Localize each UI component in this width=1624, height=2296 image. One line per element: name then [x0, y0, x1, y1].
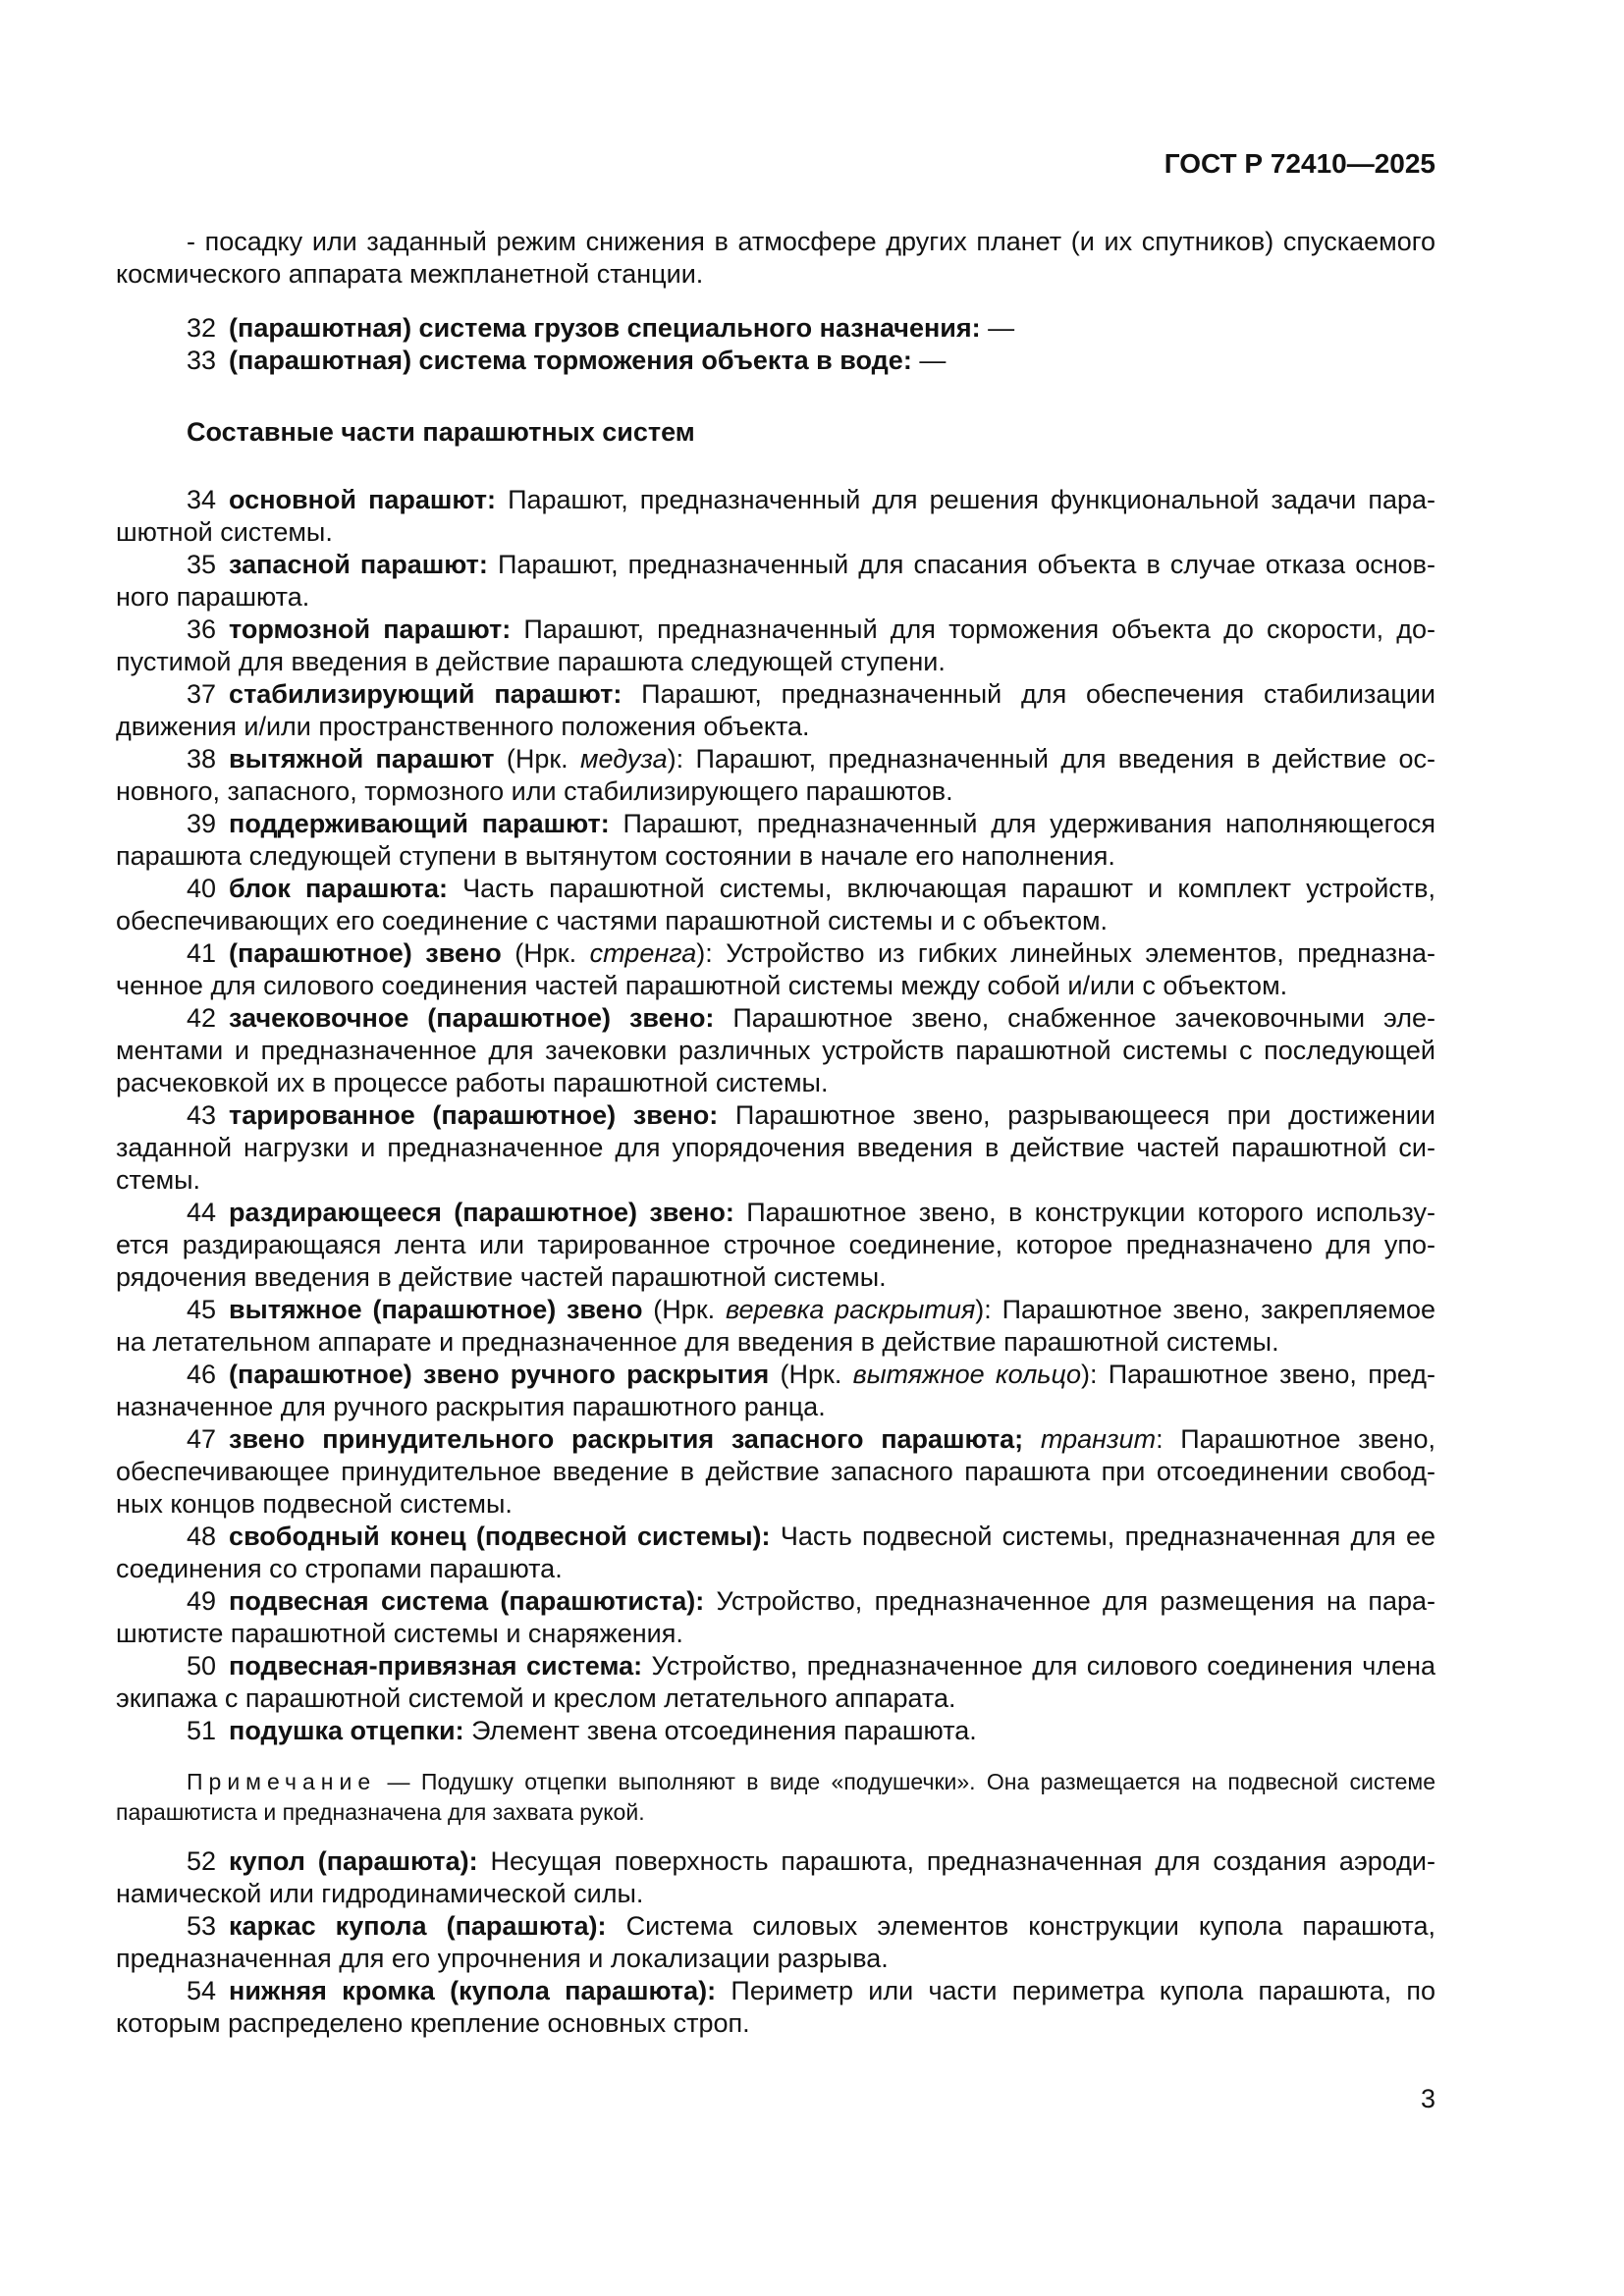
definition-segment: Парашют, предназначенный для спасания объекта в случае отказа основного парашюта. — [116, 550, 1435, 612]
definition-text — [116, 874, 1435, 935]
definition-number: 43 — [187, 1100, 217, 1130]
definition-segment: Парашютное звено, в конструкции которого используется раздирающаяся лента или тарированное строчное соединение, которое предназначено для упорядочения введения в действие частей парашютной системы. — [116, 1198, 1435, 1292]
definition-item — [116, 1521, 1435, 1585]
definition-number: 52 — [187, 1846, 217, 1876]
definition-number: 40 — [187, 874, 217, 903]
definition-number: 39 — [187, 809, 217, 838]
definition-number: 46 — [187, 1360, 217, 1389]
definition-segment: подвесная система (парашютиста): — [229, 1586, 705, 1616]
definition-segment: тарированное (парашютное) звено: — [229, 1100, 719, 1130]
definition-segment: — — [980, 313, 1015, 343]
definition-number: 48 — [187, 1522, 217, 1551]
definition-segment: блок парашюта: — [229, 874, 448, 903]
definition-number: 41 — [187, 938, 217, 968]
definition-text — [229, 1716, 977, 1745]
definition-segment: ): Парашют, предназначенный для введения в действие основного, запасного, тормозного или стабилизирующего парашютов. — [116, 744, 1435, 806]
definition-number: 45 — [187, 1295, 217, 1324]
definition-segment: нижняя кромка (купола парашюта): — [229, 1976, 717, 2005]
definition-segment: стренга — [589, 938, 697, 968]
definition-item — [116, 678, 1435, 743]
definition-segment: (Нрк. — [501, 938, 590, 968]
section-heading: Составные части парашютных систем — [187, 417, 695, 447]
definition-text — [116, 614, 1435, 676]
definition-number: 42 — [187, 1003, 217, 1033]
definition-segment: свободный конец (подвесной системы): — [229, 1522, 771, 1551]
definition-segment: Периметр или части периметра купола парашюта, по которым распределено крепление основных строп. — [116, 1976, 1436, 2038]
definition-segment: ): Парашютное звено, закрепляемое на летательном аппарате и предназначенное для введения в действие парашютной системы. — [116, 1295, 1436, 1357]
definition-segment: транзит — [1040, 1424, 1157, 1454]
definition-segment: Парашютное звено, снабженное зачековочными элементами и предназначенное для зачековки различных устройств парашютной системы с последующей расчековкой их в процессе работы парашютной системы. — [116, 1003, 1436, 1097]
definition-item — [116, 1294, 1435, 1359]
definition-number: 49 — [187, 1586, 217, 1616]
intro-paragraph: - посадку или заданный режим снижения в атмосфере других планет (и их спутников) спускаемого космического аппарата межпланетной станции. — [116, 227, 1435, 289]
definition-text — [116, 1976, 1435, 2038]
definition-number: 50 — [187, 1651, 217, 1681]
definition-text — [116, 744, 1435, 806]
definition-segment — [1023, 1424, 1041, 1454]
note-label: Примечание — [187, 1769, 377, 1794]
definition-item — [116, 1910, 1435, 1975]
definition-segment: медуза — [580, 744, 668, 774]
definition-number: 53 — [187, 1911, 217, 1941]
definition-item — [116, 1975, 1435, 2040]
definition-number: 32 — [187, 313, 217, 343]
definition-segment: Парашютное звено, разрывающееся при достижении заданной нагрузки и предназначенное для упорядочения введения в действие частей парашютной системы. — [116, 1100, 1435, 1195]
definition-segment: ): Парашютное звено, предназначенное для ручного раскрытия парашютного ранца. — [116, 1360, 1436, 1421]
definition-text — [116, 1198, 1435, 1292]
definition-item — [116, 614, 1435, 678]
note-paragraph — [116, 1767, 1435, 1828]
definition-item — [116, 345, 1435, 377]
definition-segment: купол (парашюта): — [229, 1846, 478, 1876]
definition-number: 34 — [187, 485, 217, 514]
definition-segment: (парашютная) система грузов специального назначения: — [229, 313, 981, 343]
definition-text — [116, 485, 1435, 547]
definition-item — [116, 1650, 1435, 1715]
definition-item — [116, 1002, 1435, 1099]
definition-segment: (парашютное) звено ручного раскрытия — [229, 1360, 770, 1389]
terms-32-33-list — [116, 312, 1435, 377]
definition-segment: (Нрк. — [642, 1295, 726, 1324]
standard-designation: ГОСТ Р 72410—2025 — [1164, 148, 1435, 179]
definition-segment: зачековочное (парашютное) звено: — [229, 1003, 715, 1033]
definition-number: 33 — [187, 346, 217, 375]
definition-text — [116, 938, 1435, 1000]
definition-text — [116, 1846, 1435, 1908]
definition-item — [116, 1845, 1435, 1910]
definition-segment: звено принудительного раскрытия запасного парашюта; — [229, 1424, 1024, 1454]
definition-segment: раздирающееся (парашютное) звено: — [229, 1198, 734, 1227]
note-separator: — — [376, 1769, 421, 1794]
definition-segment: ): Устройство из гибких линейных элементов, предназначенное для силового соединения частей парашютной системы между собой и/или с объектом. — [116, 938, 1435, 1000]
definition-number: 47 — [187, 1424, 217, 1454]
definition-segment: Система силовых элементов конструкции купола парашюта, предназначенная для его упрочнения и локализации разрыва. — [116, 1911, 1435, 1973]
definition-item — [116, 1197, 1435, 1294]
definitions-list-part2 — [116, 1845, 1435, 2040]
definition-item — [116, 1585, 1435, 1650]
definition-segment: Парашют, предназначенный для обеспечения стабилизации движения и/или пространственного положения объекта. — [116, 679, 1435, 741]
definition-number: 37 — [187, 679, 217, 709]
definition-segment: (Нрк. — [494, 744, 581, 774]
document-header — [116, 149, 1435, 179]
definition-segment: : Парашютное звено, обеспечивающее принудительное введение в действие запасного парашюта при отсоединении свободных концов подвесной системы. — [116, 1424, 1435, 1519]
definition-text — [116, 1911, 1435, 1973]
definitions-list-part1 — [116, 484, 1435, 1747]
definition-segment: основной парашют: — [229, 485, 497, 514]
definition-segment: вытяжной парашют — [229, 744, 495, 774]
definition-segment: Несущая поверхность парашюта, предназначенная для создания аэродинамической или гидродинамической силы. — [116, 1846, 1435, 1908]
definition-text — [116, 1586, 1435, 1648]
definition-text — [116, 809, 1435, 871]
definition-segment: вытяжное кольцо — [852, 1360, 1081, 1389]
definition-number: 51 — [187, 1716, 217, 1745]
definition-item — [116, 937, 1435, 1002]
definition-segment: Часть подвесной системы, предназначенная для ее соединения со стропами парашюта. — [116, 1522, 1435, 1583]
definition-segment: Парашют, предназначенный для решения функциональной задачи парашютной системы. — [116, 485, 1436, 547]
definition-segment: тормозной парашют: — [229, 614, 512, 644]
page-number: 3 — [1420, 2084, 1435, 2113]
definition-number: 35 — [187, 550, 217, 579]
definition-item — [116, 1423, 1435, 1521]
definition-number: 44 — [187, 1198, 217, 1227]
definition-text — [116, 1651, 1435, 1713]
definition-text — [116, 1360, 1435, 1421]
definition-segment: Парашют, предназначенный для удерживания наполняющегося парашюта следующей ступени в вытянутом состоянии в начале его наполнения. — [116, 809, 1435, 871]
definition-text — [116, 1295, 1435, 1357]
definition-text — [116, 1003, 1435, 1097]
definition-segment: подушка отцепки: — [229, 1716, 464, 1745]
definition-text — [116, 1522, 1435, 1583]
definition-segment: запасной парашют: — [229, 550, 488, 579]
definition-segment: Элемент звена отсоединения парашюта. — [463, 1716, 977, 1745]
definition-segment: Парашют, предназначенный для торможения объекта до скорости, допустимой для введения в действие парашюта следующей ступени. — [116, 614, 1436, 676]
definition-text — [116, 1100, 1435, 1195]
definition-segment: вытяжное (парашютное) звено — [229, 1295, 643, 1324]
definition-text — [229, 313, 1014, 343]
definition-number: 36 — [187, 614, 217, 644]
definition-segment: Устройство, предназначенное для размещения на парашютисте парашютной системы и снаряжения. — [116, 1586, 1435, 1648]
definition-item — [116, 743, 1435, 808]
definition-segment: (парашютное) звено — [229, 938, 502, 968]
definition-segment: каркас купола (парашюта): — [229, 1911, 607, 1941]
definition-text — [116, 1424, 1435, 1519]
definition-segment: — — [911, 346, 947, 375]
definition-item — [116, 1099, 1435, 1197]
definition-item — [116, 312, 1435, 345]
definition-item — [116, 484, 1435, 549]
definition-segment: (парашютная) система торможения объекта в воде: — [229, 346, 912, 375]
definition-item — [116, 873, 1435, 937]
definition-number: 54 — [187, 1976, 217, 2005]
definition-segment: поддерживающий парашют: — [229, 809, 610, 838]
definition-text — [229, 346, 946, 375]
definition-item — [116, 1715, 1435, 1747]
definition-item — [116, 808, 1435, 873]
definition-segment: веревка раскрытия — [725, 1295, 976, 1324]
definition-text — [116, 550, 1435, 612]
definition-segment: стабилизирующий парашют: — [229, 679, 623, 709]
note-text: Подушку отцепки выполняют в виде «подушечки». Она размещается на подвесной системе парашютиста и предназначена для захвата рукой. — [116, 1769, 1436, 1825]
definition-number: 38 — [187, 744, 217, 774]
definition-segment: подвесная-привязная система: — [229, 1651, 643, 1681]
definition-item — [116, 549, 1435, 614]
definition-segment: (Нрк. — [769, 1360, 853, 1389]
definition-segment: Часть парашютной системы, включающая парашют и комплект устройств, обеспечивающих его соединение с частями парашютной системы и с объектом. — [116, 874, 1435, 935]
definition-text — [116, 679, 1435, 741]
definition-item — [116, 1359, 1435, 1423]
definition-segment: Устройство, предназначенное для силового соединения члена экипажа с парашютной системой и креслом летательного аппарата. — [116, 1651, 1436, 1713]
